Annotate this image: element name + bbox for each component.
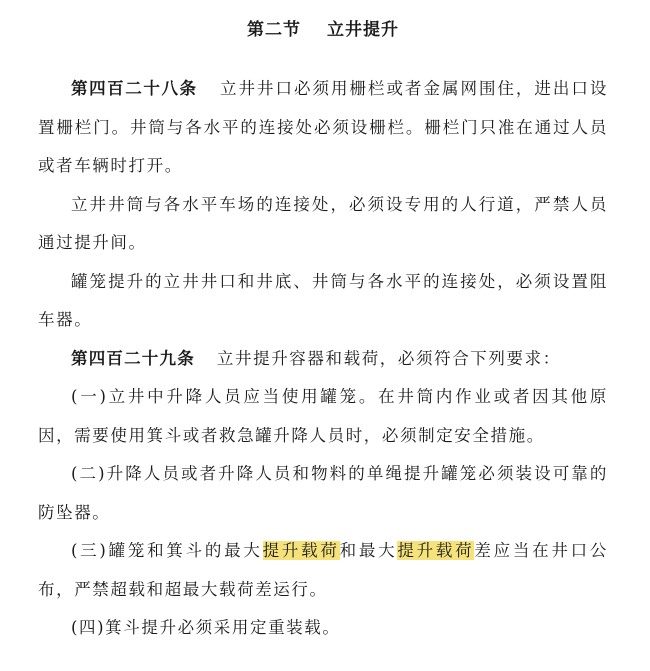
article-number-429: 第四百二十九条 [71, 348, 195, 368]
article-429-intro [38, 340, 608, 379]
item-3-part-2: 和最大 [339, 541, 398, 560]
article-428-paragraph-3: 罐笼提升的立井井口和井底、井筒与各水平的连接处，必须设置阻车器。 [38, 271, 608, 329]
article-429-item-3 [38, 532, 608, 609]
section-number: 第二节 [247, 20, 301, 40]
highlight-lifting-load-1: 提升载荷 [262, 541, 340, 560]
highlight-lifting-load-2: 提升载荷 [397, 541, 475, 560]
article-429-intro-text: 立井提升容器和载荷，必须符合下列要求： [216, 348, 561, 368]
article-428-paragraph-2: 立井井筒与各水平车场的连接处，必须设专用的人行道，严禁人员通过提升间。 [38, 194, 608, 252]
item-3-part-1: (三)罐笼和箕斗的最大 [71, 541, 263, 560]
section-name: 立井提升 [327, 20, 399, 40]
section-title [38, 18, 608, 42]
article-429-item-2: (二)升降人员或者升降人员和物料的单绳提升罐笼必须装设可靠的防坠器。 [38, 464, 608, 522]
article-428-text-1: 立井井口必须用栅栏或者金属网围住，进出口设置栅栏门。井筒与各水平的连接处必须设栅栏。栅栏门只准在通过人员或者车辆时打开。 [38, 79, 608, 175]
article-428-paragraph-1 [38, 70, 608, 186]
article-number-428: 第四百二十八条 [71, 79, 198, 98]
article-429-item-1: (一)立井中升降人员应当使用罐笼。在井筒内作业或者因其他原因，需要使用箕斗或者救急罐升降人员时，必须制定安全措施。 [38, 387, 608, 445]
article-429-item-4: (四)箕斗提升必须采用定重装载。 [71, 618, 341, 637]
item-3-part-3: 差应当在井口公布，严禁超载和超最大载荷差运行。 [38, 541, 608, 599]
